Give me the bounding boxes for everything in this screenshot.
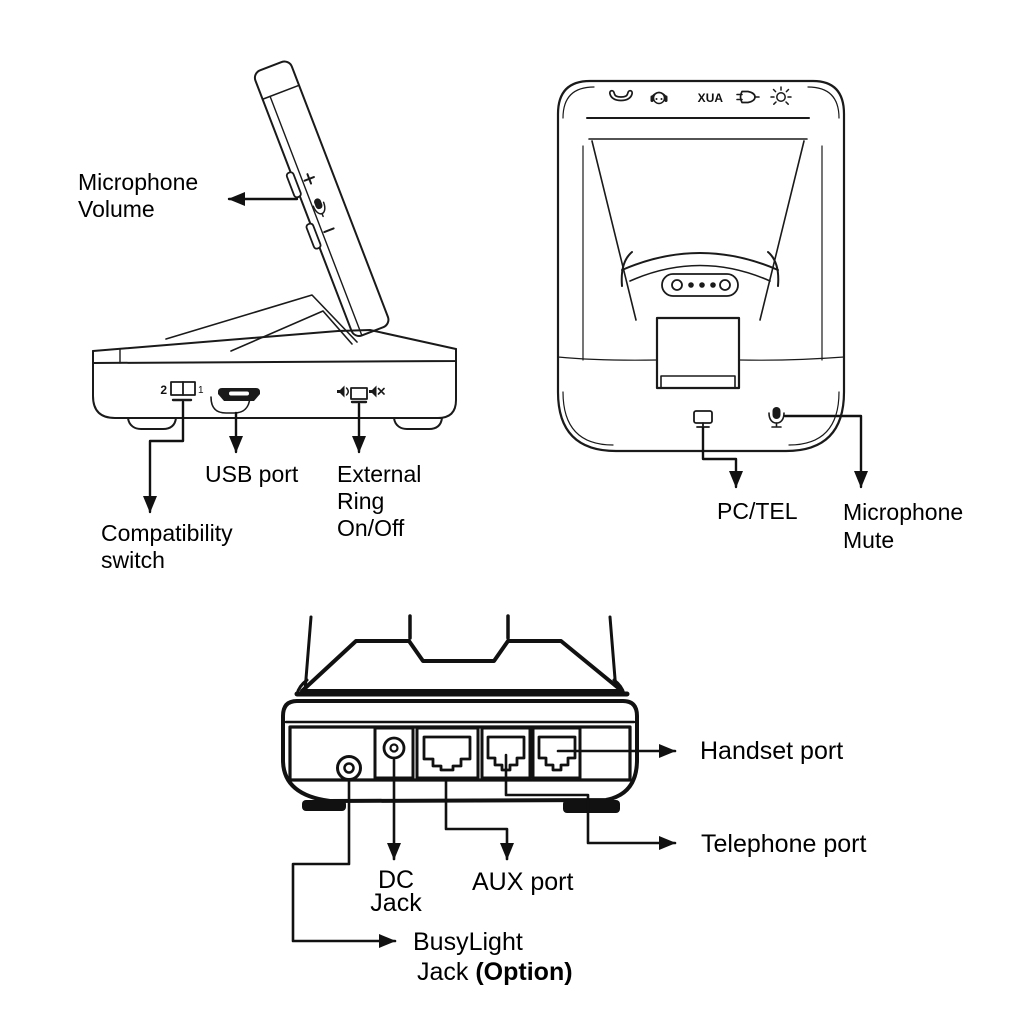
headset-cradle — [622, 252, 779, 296]
volume-up-icon — [303, 172, 316, 185]
label-external-ring: External Ring On/Off — [337, 461, 422, 541]
busylight-icon — [771, 87, 791, 104]
label-compatibility-switch: Compatibility switch — [101, 520, 233, 573]
base-foot — [128, 418, 176, 429]
aux-port-jack — [417, 728, 478, 778]
plug-icon — [737, 92, 759, 103]
base-foot — [302, 800, 346, 811]
side-view-diagram — [93, 59, 456, 512]
volume-up-button — [286, 171, 302, 198]
aux-marking-mirrored: AUX — [697, 91, 723, 105]
base-foot — [563, 800, 620, 813]
label-aux-port: AUX port — [472, 868, 574, 896]
label-handset-port: Handset port — [700, 737, 844, 765]
switch-marking-2: 2 — [160, 383, 167, 397]
speaker-on-icon — [337, 386, 345, 398]
external-ring-switch — [337, 386, 384, 403]
switch-marking-1: 1 — [198, 385, 204, 396]
headset-icon — [651, 93, 668, 104]
monitor-icon — [694, 411, 712, 427]
volume-down-icon — [324, 228, 333, 232]
label-dc-jack: DC Jack — [370, 866, 422, 917]
compatibility-switch — [160, 382, 204, 400]
handset-icon — [610, 91, 632, 101]
rear-screen-back — [297, 616, 627, 694]
front-view-diagram — [558, 81, 861, 487]
label-microphone-volume: Microphone Volume — [78, 169, 199, 222]
microphone-mute-button — [769, 407, 784, 427]
stand-slot — [657, 318, 739, 388]
side-base — [93, 295, 456, 429]
pc-tel-button — [694, 411, 712, 427]
microphone-icon — [769, 407, 784, 427]
handset-port-jack — [533, 728, 580, 778]
label-microphone-mute: Microphone Mute — [843, 499, 964, 553]
microphone-icon — [311, 197, 328, 219]
usb-port-icon — [211, 388, 260, 413]
base-foot — [394, 418, 442, 429]
label-pc-tel: PC/TEL — [717, 498, 798, 524]
label-telephone-port: Telephone port — [701, 830, 867, 858]
label-usb-port: USB port — [205, 461, 299, 487]
marking-icons-row — [610, 87, 791, 105]
speaker-mute-icon — [369, 386, 377, 398]
label-busylight-jack: BusyLight Jack (Option) — [413, 928, 573, 986]
busylight-jack — [338, 757, 361, 780]
volume-down-button — [306, 223, 322, 250]
leader-pc-tel — [703, 428, 736, 487]
